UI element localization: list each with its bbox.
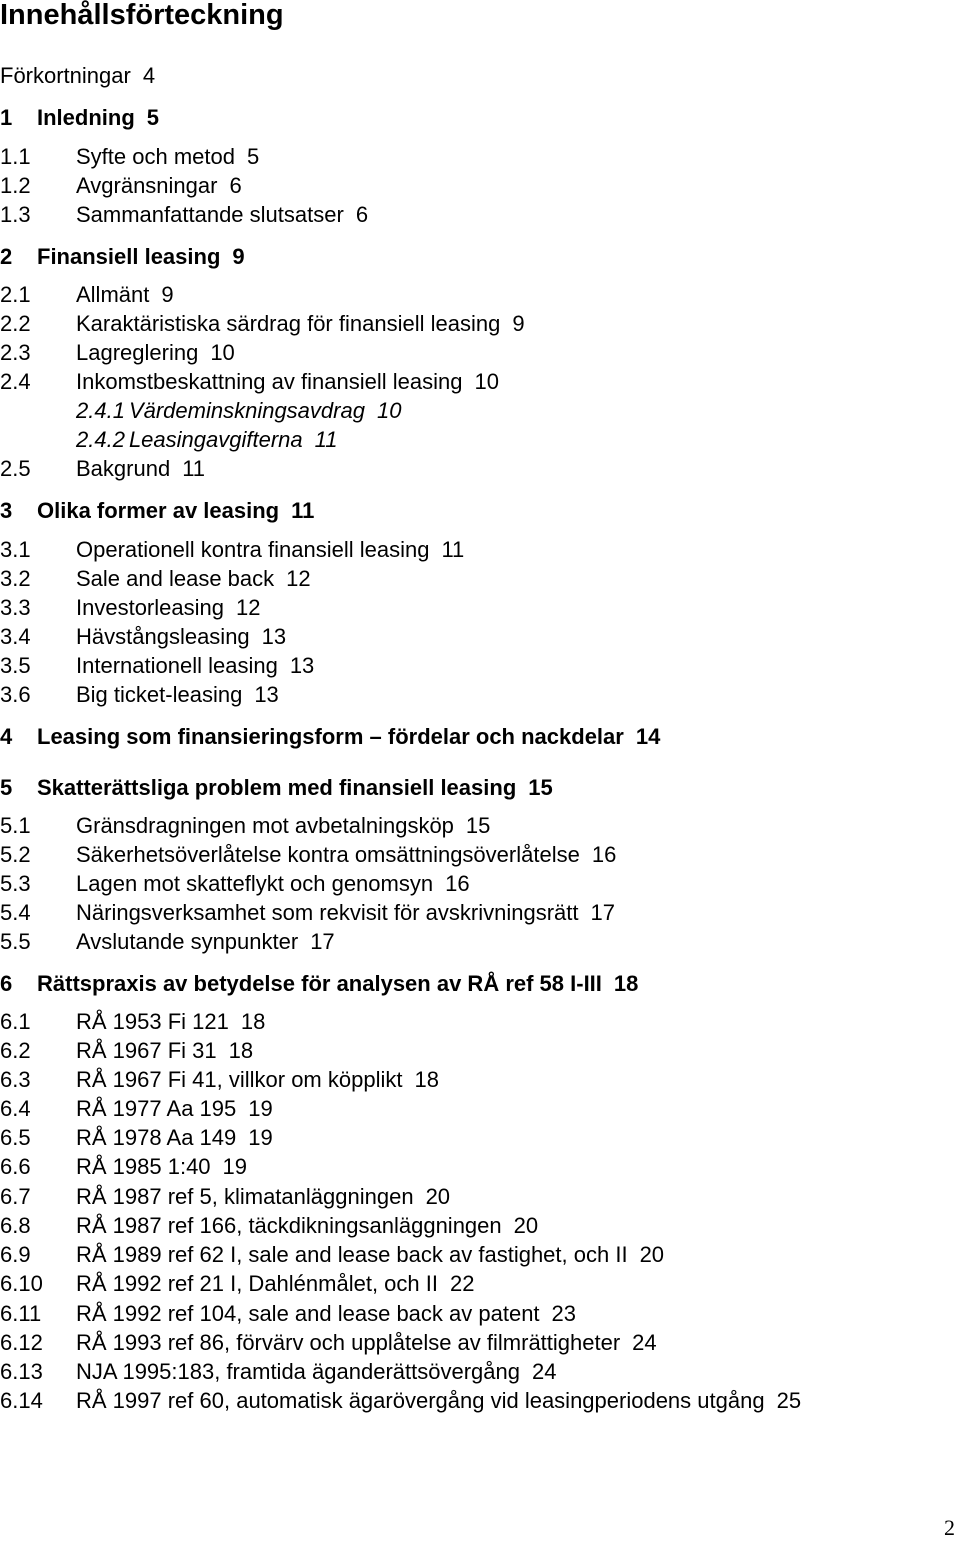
toc-entry-number: 6.4: [0, 1096, 31, 1121]
toc-chapter-entry: [0, 245, 245, 269]
toc-entry-number: 4: [0, 724, 13, 749]
toc-section-entry: [0, 1126, 273, 1150]
toc-section-entry: [0, 901, 615, 925]
toc-entry-page: 18: [414, 1067, 439, 1092]
toc-chapter-entry: [0, 725, 660, 749]
toc-entry-title: NJA 1995:183, framtida äganderättsövergång: [76, 1359, 520, 1384]
toc-entry-number: 6.6: [0, 1154, 31, 1179]
toc-entry-page: 9: [232, 244, 245, 269]
page-number: 2: [944, 1515, 955, 1540]
toc-section-entry: [0, 1360, 556, 1384]
toc-entry-page: 15: [465, 813, 491, 838]
toc-section-entry: [0, 370, 499, 394]
toc-entry-number: 5: [0, 775, 13, 800]
toc-entry-page: 14: [635, 724, 661, 749]
toc-entry-page: 13: [254, 682, 279, 707]
toc-entry-number: 2.2: [0, 311, 31, 336]
toc-entry-number: 6: [0, 971, 13, 996]
toc-entry-title: RÅ 1997 ref 60, automatisk ägarövergång vid leasingperiodens utgång: [76, 1388, 765, 1413]
toc-chapter-entry: [0, 106, 159, 130]
toc-section-entry: [0, 1155, 247, 1179]
toc-entry-page: 13: [289, 653, 315, 678]
toc-entry-number: 6.9: [0, 1242, 31, 1267]
toc-entry-page: 18: [228, 1038, 254, 1063]
toc-entry-page: 19: [222, 1154, 248, 1179]
toc-section-entry: [0, 1214, 538, 1238]
toc-entry-number: 2.4: [0, 369, 31, 394]
toc-entry-title: Lagreglering: [76, 340, 199, 365]
toc-section-entry: [0, 625, 286, 649]
toc-entry-page: 13: [261, 624, 287, 649]
toc-section-entry: [0, 872, 470, 896]
page-title: Innehållsförteckning: [0, 0, 284, 31]
toc-entry-page: 12: [286, 566, 311, 591]
toc-entry-title: Gränsdragningen mot avbetalningsköp: [76, 813, 454, 838]
toc-entry-number: 6.14: [0, 1388, 43, 1413]
toc-entry-page: 19: [248, 1125, 273, 1150]
toc-entry-title: Förkortningar: [0, 63, 131, 88]
toc-section-entry: [0, 145, 259, 169]
toc-entry-title: RÅ 1967 Fi 31: [76, 1038, 217, 1063]
toc-entry-title: Olika former av leasing: [37, 498, 280, 523]
toc-section-entry: [0, 174, 242, 198]
toc-entry-number: 2.1: [0, 282, 31, 307]
toc-entry-number: 2.4.2: [76, 427, 125, 452]
toc-entry-page: 9: [512, 311, 525, 336]
toc-entry-page: 18: [240, 1009, 266, 1034]
toc-chapter-entry: [0, 776, 553, 800]
toc-entry-number: 6.2: [0, 1038, 31, 1063]
toc-entry-number: 3.6: [0, 682, 31, 707]
toc-entry-page: 20: [425, 1184, 451, 1209]
toc-entry-number: 2.4.1: [76, 398, 125, 423]
toc-entry-number: 3.2: [0, 566, 31, 591]
toc-entry-title: Allmänt: [76, 282, 150, 307]
toc-entry-page: 24: [632, 1330, 657, 1355]
toc-entry-title: Hävstångsleasing: [76, 624, 250, 649]
toc-entry-number: 3.4: [0, 624, 31, 649]
toc-entry-number: 1.2: [0, 173, 31, 198]
toc-entry-page: 10: [376, 398, 402, 423]
toc-entry-page: 11: [291, 498, 315, 523]
toc-entry-page: 17: [310, 929, 335, 954]
toc-subsection-entry: [0, 428, 337, 452]
toc-entry-title: Lagen mot skatteflykt och genomsyn: [76, 871, 434, 896]
toc-entry-title: Säkerhetsöverlåtelse kontra omsättningsöverlåtelse: [76, 842, 580, 867]
toc-entry-number: 1: [0, 105, 13, 130]
toc-entry-page: 20: [513, 1213, 539, 1238]
toc-entry-page: 18: [613, 971, 639, 996]
toc-entry-title: RÅ 1989 ref 62 I, sale and lease back av fastighet, och II: [76, 1242, 628, 1267]
toc-entry-title: Sammanfattande slutsatser: [76, 202, 344, 227]
toc-section-entry: [0, 341, 235, 365]
toc-entry-page: 17: [590, 900, 615, 925]
toc-entry-page: 11: [314, 427, 338, 452]
toc-entry-title: Finansiell leasing: [37, 244, 221, 269]
toc-entry-page: 19: [248, 1096, 273, 1121]
toc-entry-number: 6.12: [0, 1330, 43, 1355]
toc-entry-page: 10: [210, 340, 235, 365]
toc-entry-title: Leasingavgifterna: [128, 427, 303, 452]
toc-entry-title: RÅ 1978 Aa 149: [76, 1125, 237, 1150]
toc-entry: [0, 64, 155, 88]
toc-entry-title: Internationell leasing: [76, 653, 278, 678]
toc-section-entry: [0, 1039, 253, 1063]
toc-entry-number: 2: [0, 244, 13, 269]
toc-entry-page: 6: [229, 173, 242, 198]
toc-entry-number: 1.1: [0, 144, 31, 169]
toc-section-entry: [0, 596, 260, 620]
toc-section-entry: [0, 457, 205, 481]
toc-entry-number: 3.1: [0, 537, 31, 562]
toc-section-entry: [0, 1068, 439, 1092]
toc-entry-number: 6.8: [0, 1213, 31, 1238]
toc-entry-page: 23: [551, 1301, 577, 1326]
toc-section-entry: [0, 538, 464, 562]
toc-entry-page: 6: [355, 202, 369, 227]
toc-entry-page: 16: [445, 871, 470, 896]
toc-entry-number: 6.3: [0, 1067, 31, 1092]
toc-entry-number: 5.2: [0, 842, 31, 867]
toc-entry-number: 5.1: [0, 813, 31, 838]
toc-section-entry: [0, 1389, 801, 1413]
toc-entry-title: RÅ 1993 ref 86, förvärv och upplåtelse av filmrättigheter: [76, 1330, 621, 1355]
toc-entry-title: Syfte och metod: [76, 144, 235, 169]
toc-section-entry: [0, 814, 490, 838]
toc-entry-title: Skatterättsliga problem med finansiell leasing: [37, 775, 517, 800]
toc-section-entry: [0, 1302, 576, 1326]
toc-section-entry: [0, 283, 174, 307]
toc-entry-number: 6.1: [0, 1009, 31, 1034]
toc-entry-title: RÅ 1977 Aa 195: [76, 1096, 237, 1121]
toc-entry-title: Inkomstbeskattning av finansiell leasing: [76, 369, 463, 394]
toc-entry-title: Big ticket-leasing: [76, 682, 243, 707]
toc-section-entry: [0, 654, 314, 678]
toc-entry-title: RÅ 1992 ref 104, sale and lease back av patent: [76, 1301, 540, 1326]
toc-entry-page: 5: [146, 105, 160, 130]
toc-entry-page: 22: [449, 1271, 475, 1296]
toc-entry-page: 10: [474, 369, 499, 394]
toc-entry-number: 3.5: [0, 653, 31, 678]
toc-section-entry: [0, 1185, 450, 1209]
toc-entry-number: 3: [0, 498, 13, 523]
toc-entry-title: Rättspraxis av betydelse för analysen av RÅ ref 58 I-III: [37, 971, 602, 996]
toc-entry-title: Avslutande synpunkter: [76, 929, 299, 954]
toc-entry-number: 1.3: [0, 202, 31, 227]
toc-entry-page: 11: [182, 456, 206, 481]
toc-entry-number: 2.5: [0, 456, 31, 481]
toc-section-entry: [0, 312, 525, 336]
toc-section-entry: [0, 1272, 474, 1296]
toc-section-entry: [0, 930, 335, 954]
toc-entry-number: 5.4: [0, 900, 31, 925]
toc-section-entry: [0, 1097, 273, 1121]
toc-entry-number: 5.5: [0, 929, 31, 954]
toc-entry-number: 6.7: [0, 1184, 31, 1209]
toc-chapter-entry: [0, 972, 638, 996]
toc-section-entry: [0, 567, 311, 591]
toc-entry-title: Bakgrund: [76, 456, 171, 481]
toc-entry-title: RÅ 1953 Fi 121: [76, 1009, 229, 1034]
toc-section-entry: [0, 1243, 664, 1267]
toc-entry-title: RÅ 1987 ref 166, täckdikningsanläggningen: [76, 1213, 502, 1238]
toc-entry-page: 5: [246, 144, 260, 169]
toc-section-entry: [0, 1010, 265, 1034]
toc-entry-page: 12: [235, 595, 261, 620]
toc-entry-number: 2.3: [0, 340, 31, 365]
toc-section-entry: [0, 843, 616, 867]
toc-entry-page: 20: [639, 1242, 665, 1267]
toc-entry-title: RÅ 1985 1:40: [76, 1154, 211, 1179]
toc-entry-page: 24: [531, 1359, 557, 1384]
toc-entry-number: 6.5: [0, 1125, 31, 1150]
toc-entry-number: 6.11: [0, 1301, 42, 1326]
toc-entry-title: Operationell kontra finansiell leasing: [76, 537, 430, 562]
toc-entry-number: 6.10: [0, 1271, 43, 1296]
toc-section-entry: [0, 203, 368, 227]
toc-entry-title: Näringsverksamhet som rekvisit för avskrivningsrätt: [76, 900, 579, 925]
toc-entry-title: Leasing som finansieringsform – fördelar och nackdelar: [37, 724, 624, 749]
toc-entry-title: Karaktäristiska särdrag för finansiell leasing: [76, 311, 501, 336]
toc-entry-number: 3.3: [0, 595, 31, 620]
toc-entry-page: 4: [142, 63, 156, 88]
toc-entry-title: RÅ 1967 Fi 41, villkor om köpplikt: [76, 1067, 403, 1092]
toc-entry-title: Avgränsningar: [76, 173, 218, 198]
toc-entry-title: Sale and lease back: [76, 566, 275, 591]
toc-entry-page: 11: [441, 537, 465, 562]
toc-entry-title: RÅ 1992 ref 21 I, Dahlénmålet, och II: [76, 1271, 438, 1296]
toc-entry-title: RÅ 1987 ref 5, klimatanläggningen: [76, 1184, 414, 1209]
toc-entry-title: Investorleasing: [76, 595, 224, 620]
toc-section-entry: [0, 1331, 657, 1355]
toc-entry-page: 16: [591, 842, 617, 867]
toc-section-entry: [0, 683, 279, 707]
toc-entry-number: 6.13: [0, 1359, 43, 1384]
toc-entry-title: Värdeminskningsavdrag: [128, 398, 365, 423]
toc-subsection-entry: [0, 399, 401, 423]
toc-entry-page: 9: [161, 282, 174, 307]
toc-chapter-entry: [0, 499, 314, 523]
toc-entry-page: 25: [776, 1388, 802, 1413]
toc-entry-title: Inledning: [37, 105, 135, 130]
toc-entry-page: 15: [528, 775, 553, 800]
toc-entry-number: 5.3: [0, 871, 31, 896]
